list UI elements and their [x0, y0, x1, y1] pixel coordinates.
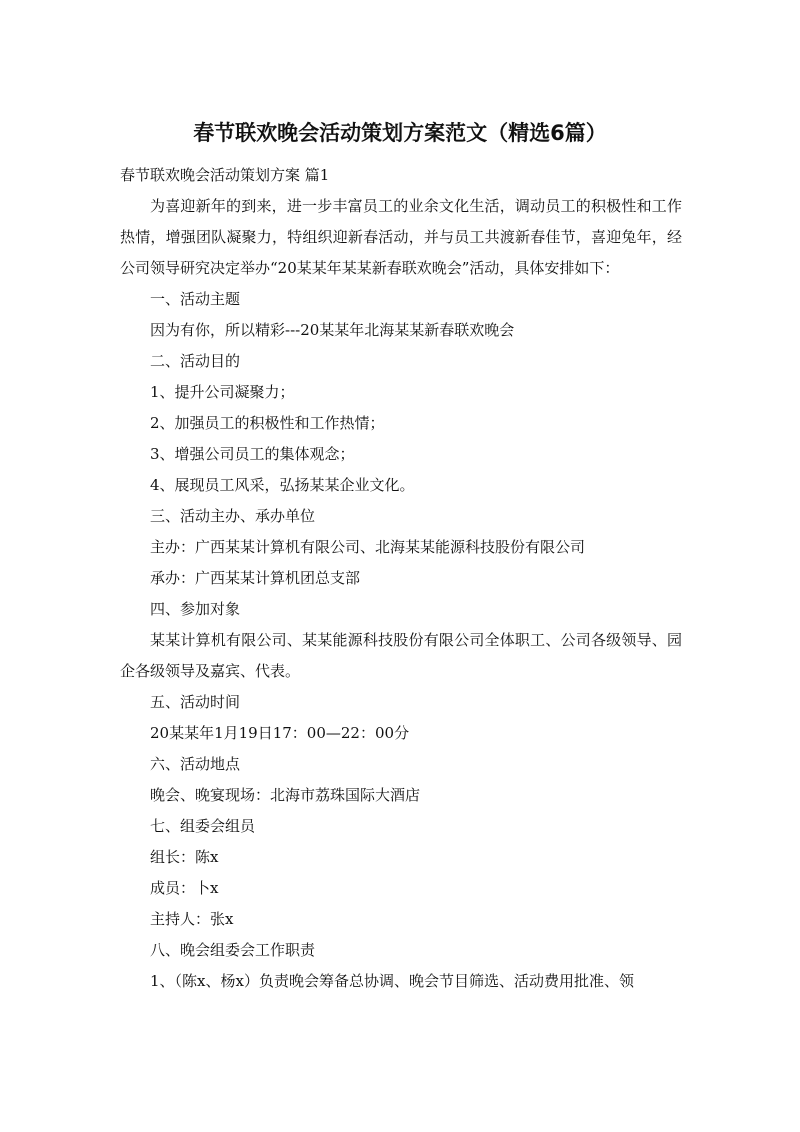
list-item: 4、展现员工风采，弘扬某某企业文化。 [150, 476, 415, 494]
intro-paragraph: 为喜迎新年的到来，进一步丰富员工的业余文化生活，调动员工的积极性和工作热情，增强团队凝聚力，特组织迎新春活动，并与员工共渡新春佳节，喜迎兔年，经公司领导研究决定举办“20某某年某某新春联欢晚会”活动，具体安排如下： [120, 197, 682, 277]
section-text: 承办：广西某某计算机团总支部 [150, 569, 361, 587]
section-text: 1、（陈x、杨x）负责晚会筹备总协调、晚会节目筛选、活动费用批准、领 [150, 972, 634, 990]
section-text: 晚会、晚宴现场：北海市荔珠国际大酒店 [150, 786, 421, 804]
section-heading: 二、活动目的 [150, 352, 241, 370]
section-text: 因为有你，所以精彩---20某某年北海某某新春联欢晚会 [150, 321, 515, 339]
section-text: 主办：广西某某计算机有限公司、北海某某能源科技股份有限公司 [150, 538, 586, 556]
section-text: 成员：卜x [150, 879, 219, 897]
section-heading: 七、组委会组员 [150, 817, 256, 835]
section-heading: 三、活动主办、承办单位 [150, 507, 316, 525]
section-heading: 六、活动地点 [150, 755, 241, 773]
section-paragraph: 某某计算机有限公司、某某能源科技股份有限公司全体职工、公司各级领导、园企各级领导及嘉宾、代表。 [120, 631, 682, 680]
section-heading: 一、活动主题 [150, 290, 241, 308]
section-text: 组长：陈x [150, 848, 219, 866]
document-title: 春节联欢晚会活动策划方案范文（精选6篇） [193, 121, 607, 145]
list-item: 2、加强员工的积极性和工作热情； [150, 414, 385, 432]
section-subtitle: 春节联欢晚会活动策划方案 篇1 [120, 166, 330, 184]
section-heading: 四、参加对象 [150, 600, 241, 618]
section-text: 20某某年1月19日17：00—22：00分 [150, 724, 410, 742]
list-item: 1、提升公司凝聚力； [150, 383, 295, 401]
section-text: 主持人：张x [150, 910, 234, 928]
list-item: 3、增强公司员工的集体观念； [150, 445, 355, 463]
document-body [120, 160, 682, 997]
section-heading: 五、活动时间 [150, 693, 241, 711]
section-heading: 八、晚会组委会工作职责 [150, 941, 316, 959]
